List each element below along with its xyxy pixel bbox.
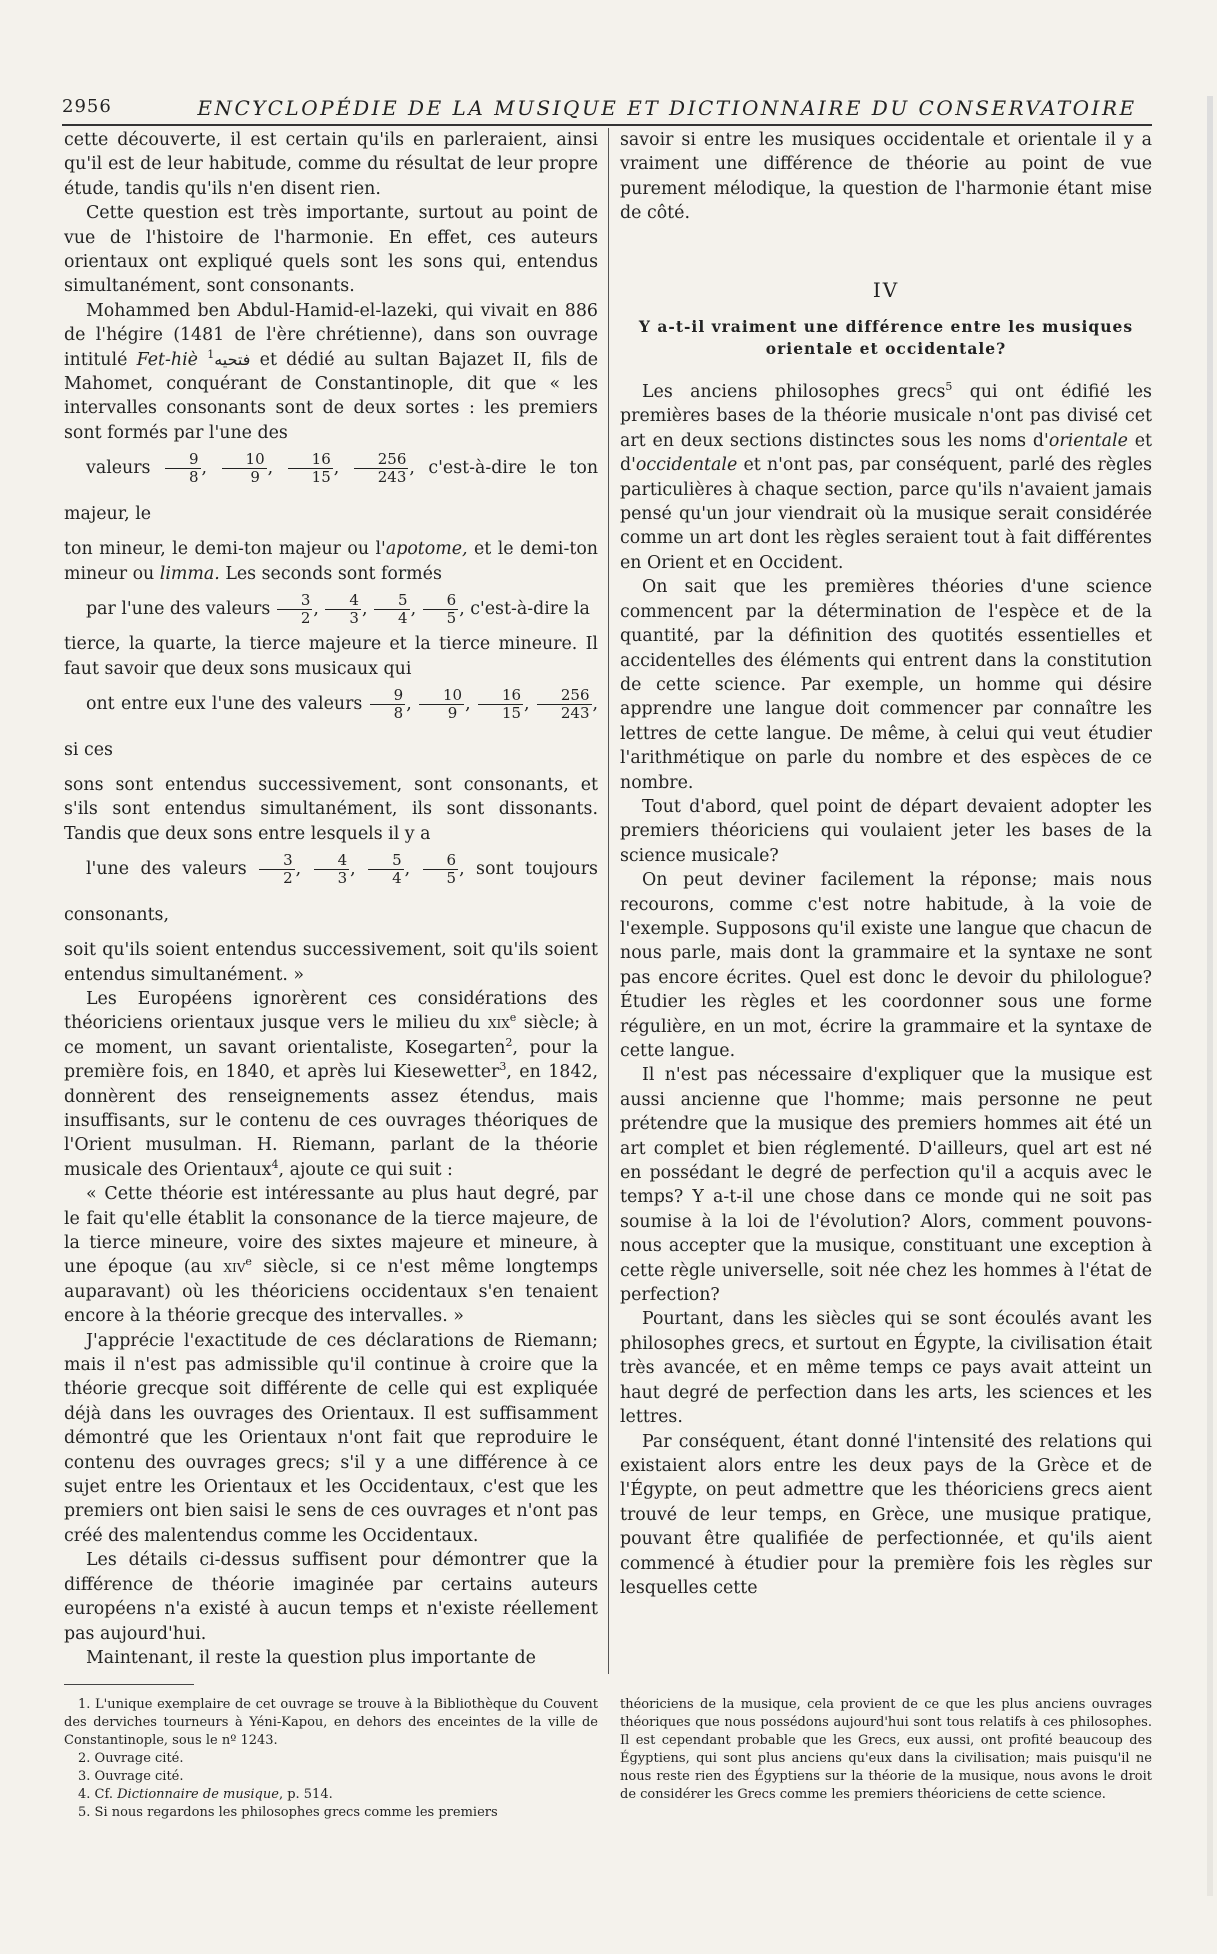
fraction: $\frac{256}{243}$ xyxy=(354,451,409,486)
quote-paragraph: « Cette théorie est intéressante au plus haut degré, par le fait qu'elle établit la consonance de la tierce majeure, de la tierce mineure, voire des sixtes majeure et mineure, à une époque (au xiv$^e$ siècle, si ce n'est même longtemps auparavant) où les théoriciens occidentaux s'en tenaient encore à la théorie grecque des intervalles. » xyxy=(64,1184,599,1327)
paragraph: cette découverte, il est certain qu'ils en parleraient, ainsi qu'il est de leur habitude, comme du résultat de leur propre étude, tandis qu'ils n'en disent rien. xyxy=(64,130,598,199)
fraction: $\frac{4}{3}$ xyxy=(314,852,350,887)
paragraph: Les détails ci-dessus suffisent pour démontrer que la différence de théorie imaginée par certains auteurs européens n'a existé à aucun temps et n'existe réellement pas aujourd'hui. xyxy=(64,1550,598,1644)
paragraph xyxy=(64,299,598,445)
footnote: 3. Ouvrage cité. xyxy=(78,1769,184,1784)
work-title: Fet-hiè xyxy=(136,349,198,370)
footnote-continuation: théoriciens de la musique, cela provient de ce que les plus anciens ouvrages théoriques que nous possédons aujourd'hui sont tous relatifs à ces philosophes. Il est cependant probable que les Grecs, eux aussi, ont profité beaucoup des Égyptiens, qui sont plus anciens qu'eux dans la civilisation; mais puisqu'il ne nous reste rien des Égyptiens sur la théorie de la musique, nous avons le droit de considérer les Grecs comme les premiers théoriciens de cette science. xyxy=(620,1697,1152,1802)
footnote-ref: 3 xyxy=(499,1060,507,1074)
fraction: $\frac{6}{5}$ xyxy=(423,592,459,627)
fraction-line: valeurs $\frac{9}{8}$ , $\frac{10}{9}$ , $\frac{16}{15}$ , $\frac{256}{243}$ , c'est-à-dire le ton majeur, le xyxy=(64,450,599,525)
paragraph: J'apprécie l'exactitude de ces déclarations de Riemann; mais il n'est pas admissible qu'il continue à croire que la théorie grecque soit différente de celle qui est expliquée déjà dans les ouvrages des Orientaux. Il est suffisamment démontré que les Orientaux n'ont fait que reproduire le contenu des ouvrages grecs; s'il y a une différence à ce sujet entre les Orientaux et les Occidentaux, c'est que les premiers ont bien saisi le sens de ces ouvrages et n'ont pas créé des malentendus comme les Occidentaux. xyxy=(64,1330,598,1546)
footnote: 1. L'unique exemplaire de cet ouvrage se trouve à la Bibliothèque du Couvent des derviches tourneurs à Yéni-Kapou, en dehors des enceintes de la ville de Constantinople, sous le nº 1243. xyxy=(64,1697,598,1748)
text: valeurs xyxy=(86,458,151,479)
fraction: $\frac{256}{243}$ xyxy=(537,687,592,722)
paragraph: tierce, la quarte, la tierce majeure et la tierce mineure. Il faut savoir que deux sons musicaux qui xyxy=(64,634,598,679)
paragraph: soit qu'ils soient entendus successivement, soit qu'ils soient entendus simultanément. » xyxy=(64,940,598,985)
fraction-line: par l'une des valeurs $\frac{3}{2}$ , $\frac{4}{3}$ , $\frac{5}{4}$ , $\frac{6}{5}$ , c'est-à-dire la xyxy=(86,591,590,628)
left-column xyxy=(64,128,598,1670)
fraction: $\frac{6}{5}$ xyxy=(423,852,459,887)
paragraph: Maintenant, il reste la question plus importante de xyxy=(86,1647,536,1668)
paragraph: On sait que les premières théories d'une science commencent par la détermination de l'espèce et de la quantité, par la définition des quotités essentielles et accidentelles des éléments qui entrent dans la constitution de cette science. Par exemple, un homme qui désire apprendre une langue doit commencer par connaître les lettres de cette langue. De même, à celui qui veut étudier l'arithmétique on parle du nombre et des espèces de ce nombre. xyxy=(620,577,1152,793)
text: Mohammed ben Abdul-Hamid-el-lazeki, qui vivait en 886 de l'hégire (1481 de l'ère chrétienne), dans son ouvrage intitulé xyxy=(64,300,598,370)
running-title: ENCYCLOPÉDIE DE LA MUSIQUE ET DICTIONNAIRE DU CONSERVATOIRE xyxy=(197,96,1137,120)
text: , c'est-à-dire la xyxy=(459,599,590,620)
page-edge xyxy=(1207,96,1213,1896)
footnote: 2. Ouvrage cité. xyxy=(78,1751,184,1766)
paragraph: On peut deviner facilement la réponse; mais nous recourons, comme c'est notre habitude, à la voie de l'exemple. Supposons qu'il existe une langue que chacun de nous parle, mais dont la grammaire et la syntaxe ne sont pas encore écrites. Quel est donc le devoir du philologue? Étudier les règles et les coordonner sous une forme régulière, en un mot, écrire la grammaire et la syntaxe de cette langue. xyxy=(620,870,1152,1061)
paragraph: Il n'est pas nécessaire d'expliquer que la musique est aussi ancienne que l'homme; mais personne ne peut prétendre que la musique des premiers hommes ait été un art complet et bien réglementé. D'ailleurs, quel art est né en possédant le degré de perfection qu'il a acquis avec le temps? Y a-t-il une chose dans ce monde qui ne soit pas soumise à la loi de l'évolution? Alors, comment pouvons-nous accepter que la musique, constituant une exception à cette règle universelle, soit née chez les hommes à l'état de perfection? xyxy=(620,1065,1152,1306)
paragraph: Cette question est très importante, surtout au point de vue de l'histoire de l'harmonie. En effet, ces auteurs orientaux ont expliqué quels sont les sons qui, entendus simultanément, sont consonants. xyxy=(64,203,598,297)
fraction: $\frac{3}{2}$ xyxy=(259,852,295,887)
footnote-ref: 4 xyxy=(271,1157,279,1171)
column-divider xyxy=(608,128,609,1674)
footnote-ref: 2 xyxy=(505,1035,513,1049)
arabic-title: فتحيه xyxy=(214,349,251,369)
fraction: $\frac{9}{8}$ xyxy=(370,687,406,722)
fraction: $\frac{16}{15}$ xyxy=(478,687,523,722)
fraction: $\frac{9}{8}$ xyxy=(165,451,201,486)
text: ont entre eux l'une des valeurs xyxy=(86,693,363,714)
footnote-ref: 5 xyxy=(945,380,953,394)
paragraph: savoir si entre les musiques occidentale et orientale il y a vraiment une différence de théorie au point de vue purement mélodique, la question de l'harmonie étant mise de côté. xyxy=(620,130,1152,224)
text: , sont toujours consonants, xyxy=(64,859,598,926)
fraction: $\frac{5}{4}$ xyxy=(368,852,404,887)
fraction-line: ont entre eux l'une des valeurs $\frac{9}{8}$ , $\frac{10}{9}$ , $\frac{16}{15}$ , $\frac{256}{243}$ , si ces xyxy=(64,685,599,760)
text: par l'une des valeurs xyxy=(86,599,271,620)
text: l'une des valeurs xyxy=(86,859,247,880)
paragraph: ton mineur, le demi-ton majeur ou l'apotome, et le demi-ton mineur ou limma. Les seconds sont formés xyxy=(64,539,599,584)
text: , c'est-à-dire le ton majeur, le xyxy=(64,458,599,525)
footnotes-left xyxy=(64,1696,598,1822)
header-rule xyxy=(62,124,1152,126)
fraction-line: l'une des valeurs $\frac{3}{2}$ , $\frac{4}{3}$ , $\frac{5}{4}$ , $\frac{6}{5}$ , sont toujours consonants, xyxy=(64,851,598,926)
fraction: $\frac{10}{9}$ xyxy=(419,687,464,722)
footnote-rule xyxy=(64,1684,194,1685)
fraction: $\frac{16}{15}$ xyxy=(288,451,333,486)
footnote-ref: 1 xyxy=(207,347,215,361)
text: et dédié au sultan Bajazet II, fils de Mahomet, conquérant de Constantinople, dit que « les intervalles consonants sont de deux sortes : les premiers sont formés par l'une des xyxy=(64,349,599,443)
right-column xyxy=(620,128,1152,1600)
section-heading: Y a-t-il vraiment une différence entre les musiques orientale et occidentale? xyxy=(638,317,1134,359)
page-header xyxy=(62,96,1152,122)
fraction: $\frac{10}{9}$ xyxy=(222,451,267,486)
footnote: 4. Cf. Dictionnaire de musique, p. 514. xyxy=(78,1787,333,1802)
footnote: 5. Si nous regardons les philosophes grecs comme les premiers xyxy=(78,1805,498,1820)
footnotes-right xyxy=(620,1696,1152,1804)
paragraph: Par conséquent, étant donné l'intensité des relations qui existaient alors entre les deux pays de la Grèce et de l'Égypte, on peut admettre que les théoriciens grecs aient trouvé de leur temps, en Grèce, une musique pratique, pouvant être qualifiée de perfectionnée, et qu'ils aient commencé à étudier pour la première fois les règles sur lesquelles cette xyxy=(620,1431,1152,1598)
paragraph: sons sont entendus successivement, sont consonants, et s'ils sont entendus simultanément, ils sont dissonants. Tandis que deux sons entre lesquels il y a xyxy=(64,774,598,844)
paragraph: Tout d'abord, quel point de départ devaient adopter les premiers théoriciens qui voulaient jeter les bases de la science musicale? xyxy=(620,796,1152,866)
paragraph: Pourtant, dans les siècles qui se sont écoulés avant les philosophes grecs, et surtout en Égypte, la civilisation était très avancée, et en même temps ce pays avait atteint un haut degré de perfection dans les arts, les sciences et les lettres. xyxy=(620,1309,1152,1428)
section-number: IV xyxy=(872,277,900,302)
text: , si ces xyxy=(64,693,599,760)
paragraph: Les anciens philosophes grecs$^5$ qui ont édifié les premières bases de la théorie musicale n'ont pas divisé cet art en deux sections distinctes sous les noms d'orientale et d'occidentale et n'ont pas, par conséquent, parlé des règles particulières à chaque section, parce qu'ils n'avaient jamais pensé qu'un jour viendrait où la musique serait considérée comme un art dont les règles seraient tout à fait différentes en Orient et en Occident. xyxy=(620,380,1153,573)
page-number: 2956 xyxy=(62,96,112,117)
fraction: $\frac{3}{2}$ xyxy=(277,592,313,627)
paragraph: Les Européens ignorèrent ces considérations des théoriciens orientaux jusque vers le milieu du xix$^e$ siècle; à ce moment, un savant orientaliste, Kosegarten$^2$, pour la première fois, en 1840, et après lui Kiesewetter$^3$, en 1842, donnèrent des renseignements assez étendus, mais insuffisants, sur le contenu de ces ouvrages théoriques de l'Orient musulman. H. Riemann, parlant de la théorie musicale des Orientaux$^4$, ajoute ce qui suit : xyxy=(64,988,599,1180)
fraction: $\frac{4}{3}$ xyxy=(325,592,361,627)
fraction: $\frac{5}{4}$ xyxy=(374,592,410,627)
